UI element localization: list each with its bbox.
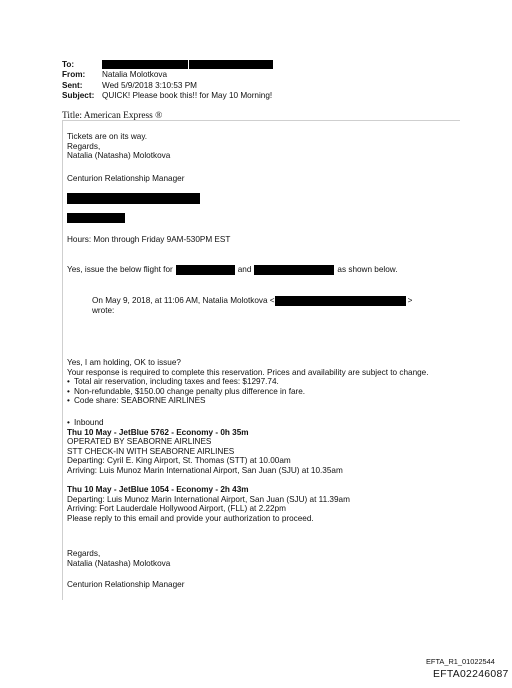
from-row [62,70,273,80]
from-label: From: [62,70,86,80]
bullet-dot: • [67,377,70,387]
title-line: Title: American Express ® [62,111,163,121]
flight1-title: Thu 10 May - JetBlue 5762 - Economy - 0h 35m [67,427,249,437]
redaction-box [102,60,188,69]
flight1-arriving: Arriving: Luis Munoz Marin International Airport, San Juan (SJU) at 10.35am [67,465,343,475]
flight1-checkin: STT CHECK-IN WITH SEABORNE AIRLINES [67,446,235,456]
itinerary-block [67,418,350,524]
sent-row [62,81,273,91]
quote-line [92,296,412,306]
to-row [62,60,273,70]
sent-label: Sent: [62,80,83,90]
redaction-box [67,213,125,223]
issue-post: as shown below. [337,265,398,275]
redaction-box [67,193,200,204]
email-header [62,60,273,102]
flight1-departing: Departing: Cyril E. King Airport, St. Thomas (STT) at 10.00am [67,456,291,466]
tickets-line: Tickets are on its way. [67,132,148,141]
reservation-block [67,358,429,406]
flight2-arriving: Arriving: Fort Lauderdale Hollywood Airport, (FLL) at 2.22pm [67,504,286,514]
inbound-label: Inbound [74,418,104,427]
response-line: Your response is required to complete this reservation. Prices and availability are subject to change. [67,367,429,377]
footer-id-2: EFTA02246087 [433,669,509,680]
issue-pre: Yes, issue the below flight for [67,265,173,275]
subject-row [62,91,273,101]
flight2-departing: Departing: Luis Munoz Marin International Airport, San Juan (SJU) at 11.39am [67,494,350,504]
hours-line: Hours: Mon through Friday 9AM-530PM EST [67,235,231,244]
quote-wrote: wrote: [92,306,115,315]
redaction-box [189,60,273,69]
inbound-item [67,418,350,428]
bullet-text: Total air reservation, including taxes and fees: $1297.74. [74,377,279,387]
flight2-title: Thu 10 May - JetBlue 1054 - Economy - 2h 43m [67,485,249,495]
closing-block [67,549,170,568]
subject-label: Subject: [62,91,95,101]
signature-block [67,132,170,161]
from-value: Natalia Molotkova [102,70,168,80]
regards-line: Regards, [67,549,101,558]
signer-name: Natalia (Natasha) Molotkova [67,151,171,161]
issue-and: and [237,265,252,275]
redaction-box [254,265,334,275]
redaction-box [176,265,235,275]
spacer [67,476,350,486]
quote-post: > [407,296,413,306]
quote-pre: On May 9, 2018, at 11:06 AM, Natalia Molotkova < [92,296,275,306]
bullet-item [67,377,429,387]
bullet-dot: • [67,396,70,406]
bullet-text: Code share: SEABORNE AIRLINES [74,396,206,406]
issue-line [67,265,398,275]
flight1-operated: OPERATED BY SEABORNE AIRLINES [67,437,212,447]
footer-id-1: EFTA_R1_01022544 [426,657,495,666]
sent-value: Wed 5/9/2018 3:10:53 PM [102,80,197,90]
redaction-box [275,296,406,306]
quote-frame-left [62,120,63,600]
signer-role: Centurion Relationship Manager [67,580,185,589]
bullet-text: Non-refundable, $150.00 change penalty plus difference in fare. [74,386,306,396]
bullet-dot: • [67,386,70,396]
bullet-item [67,387,429,397]
subject-value: QUICK! Please book this!! for May 10 Morning! [102,91,273,101]
signer-role: Centurion Relationship Manager [67,174,185,183]
bullet-item [67,396,429,406]
quote-header [92,296,412,316]
signer-name: Natalia (Natasha) Molotkova [67,558,171,568]
to-label: To: [62,60,75,69]
bullet-dot: • [67,418,70,427]
regards-line: Regards, [67,141,101,151]
quote-frame-top [62,120,460,121]
reply-line: Please reply to this email and provide your authorization to proceed. [67,513,314,523]
holding-line: Yes, I am holding, OK to issue? [67,358,181,367]
